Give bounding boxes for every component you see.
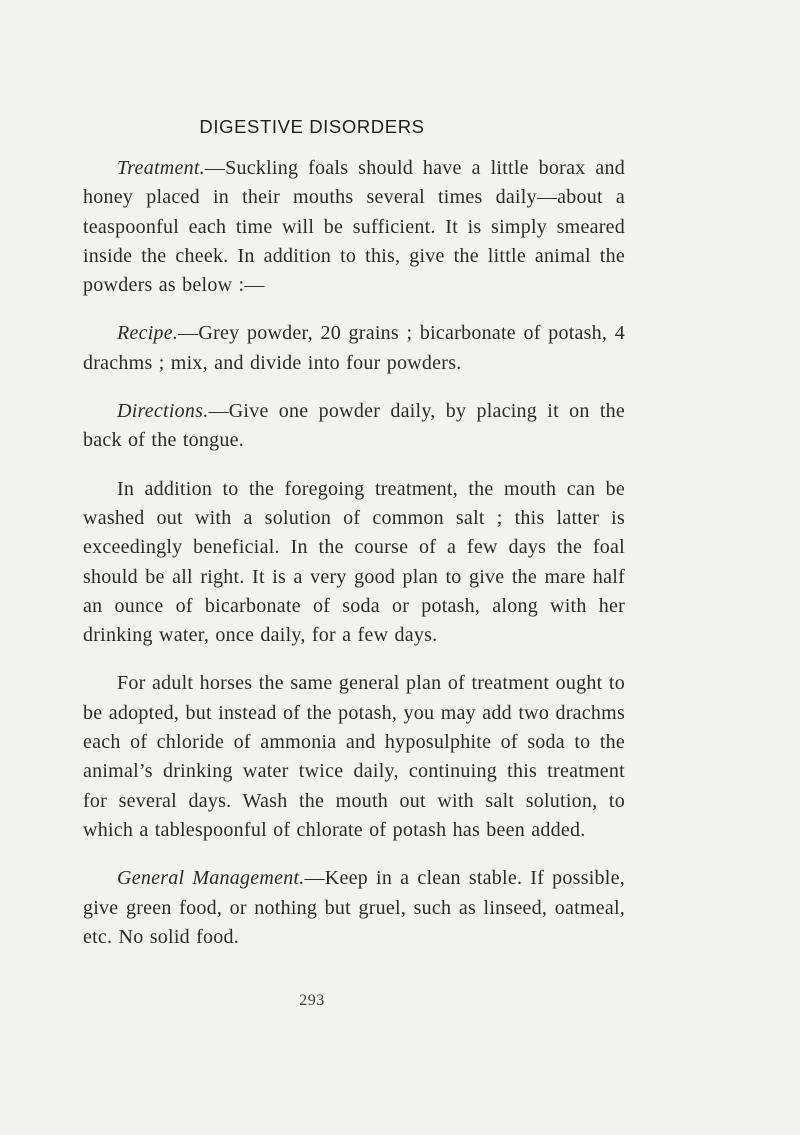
paragraph-text: For adult horses the same general plan of treatment ought to be adopted, but instead of the potash, you may add two drachms each of chloride of ammonia and hyposulphite of soda to the animal’s drinking water twice daily, continuing this treatment for several days. Wash the mouth out with salt solution, to which a tablespoonful of chlorate of potash has been added. <box>83 672 625 841</box>
paragraph-text: In addition to the foregoing treatment, the mouth can be washed out with a solution of common salt ; this latter is exceedingly beneficial. In the course of a few days the foal should be all right. It is a very good plan to give the mare half an ounce of bicarbonate of soda or potash, along with her drinking water, once daily, for a few days. <box>83 477 625 647</box>
running-header: DIGESTIVE DISORDERS <box>199 116 425 137</box>
body-text <box>83 154 625 971</box>
paragraph-text: —Suckling foals should have a little borax and honey placed in their mouths several times daily—about a teaspoonful each time will be sufficient. It is simply smeared inside the cheek. In addition to this, give the little animal the powders as below :— <box>83 157 625 297</box>
page-number: 293 <box>299 992 325 1009</box>
paragraph-lead: Directions. <box>117 400 209 423</box>
paragraph-recipe <box>83 319 625 378</box>
paragraph-adult-horses <box>83 669 625 845</box>
paragraph-text: —Give one powder daily, by placing it on the back of the tongue. <box>83 400 625 452</box>
paragraph-text: —Grey powder, 20 grains ; bicarbonate of potash, 4 drachms ; mix, and divide into four powders. <box>83 322 625 374</box>
paragraph-lead: Recipe. <box>117 322 179 345</box>
paragraph-lead: General Management. <box>117 867 305 890</box>
paragraph-directions <box>83 397 625 456</box>
paragraph-text: —Keep in a clean stable. If possible, give green food, or nothing but gruel, such as linseed, oatmeal, etc. No solid food. <box>83 867 625 948</box>
paragraph-lead: Treatment. <box>117 157 205 179</box>
paragraph-general-management <box>83 864 625 952</box>
paragraph-treatment <box>83 154 625 300</box>
paragraph-additional-treatment <box>83 475 625 651</box>
